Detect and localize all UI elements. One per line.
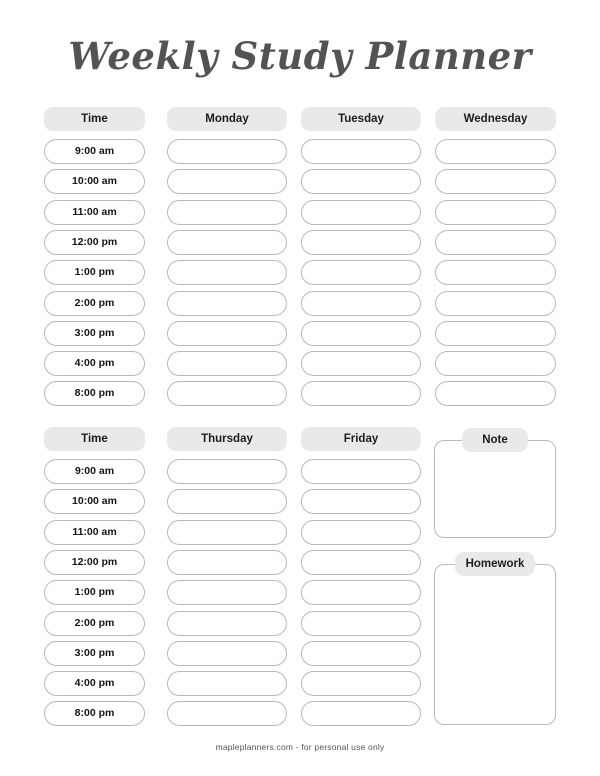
homework-box[interactable] — [434, 564, 556, 725]
entry-cell-tuesday[interactable] — [301, 381, 421, 406]
column-header-friday: Friday — [301, 427, 421, 451]
time-cell: 9:00 am — [44, 139, 145, 164]
entry-cell-tuesday[interactable] — [301, 200, 421, 225]
entry-cell-thursday[interactable] — [167, 489, 287, 514]
time-cell: 11:00 am — [44, 200, 145, 225]
entry-cell-wednesday[interactable] — [435, 291, 556, 316]
page-title: Weekly Study Planner — [68, 34, 532, 78]
entry-cell-wednesday[interactable] — [435, 260, 556, 285]
entry-cell-wednesday[interactable] — [435, 321, 556, 346]
entry-cell-friday[interactable] — [301, 580, 421, 605]
entry-cell-tuesday[interactable] — [301, 291, 421, 316]
entry-cell-monday[interactable] — [167, 169, 287, 194]
entry-cell-tuesday[interactable] — [301, 351, 421, 376]
entry-cell-friday[interactable] — [301, 489, 421, 514]
time-cell: 9:00 am — [44, 459, 145, 484]
time-cell: 10:00 am — [44, 169, 145, 194]
time-cell: 12:00 pm — [44, 550, 145, 575]
entry-cell-monday[interactable] — [167, 381, 287, 406]
entry-cell-thursday[interactable] — [167, 459, 287, 484]
entry-cell-wednesday[interactable] — [435, 200, 556, 225]
entry-cell-monday[interactable] — [167, 321, 287, 346]
entry-cell-friday[interactable] — [301, 611, 421, 636]
column-header-wednesday: Wednesday — [435, 107, 556, 131]
column-header-tuesday: Tuesday — [301, 107, 421, 131]
entry-cell-monday[interactable] — [167, 139, 287, 164]
entry-cell-wednesday[interactable] — [435, 139, 556, 164]
entry-cell-monday[interactable] — [167, 291, 287, 316]
entry-cell-monday[interactable] — [167, 260, 287, 285]
entry-cell-wednesday[interactable] — [435, 351, 556, 376]
time-cell: 4:00 pm — [44, 351, 145, 376]
entry-cell-thursday[interactable] — [167, 550, 287, 575]
entry-cell-monday[interactable] — [167, 230, 287, 255]
time-cell: 1:00 pm — [44, 260, 145, 285]
time-cell: 2:00 pm — [44, 611, 145, 636]
entry-cell-thursday[interactable] — [167, 520, 287, 545]
time-cell: 1:00 pm — [44, 580, 145, 605]
entry-cell-friday[interactable] — [301, 550, 421, 575]
note-box[interactable] — [434, 440, 556, 538]
footer-credit: mapleplanners.com - for personal use only — [215, 742, 385, 752]
entry-cell-monday[interactable] — [167, 200, 287, 225]
column-header-monday: Monday — [167, 107, 287, 131]
entry-cell-tuesday[interactable] — [301, 230, 421, 255]
entry-cell-friday[interactable] — [301, 641, 421, 666]
entry-cell-wednesday[interactable] — [435, 169, 556, 194]
time-cell: 2:00 pm — [44, 291, 145, 316]
time-cell: 3:00 pm — [44, 641, 145, 666]
time-cell: 3:00 pm — [44, 321, 145, 346]
entry-cell-friday[interactable] — [301, 701, 421, 726]
time-cell: 12:00 pm — [44, 230, 145, 255]
entry-cell-tuesday[interactable] — [301, 169, 421, 194]
entry-cell-thursday[interactable] — [167, 671, 287, 696]
entry-cell-thursday[interactable] — [167, 701, 287, 726]
column-header-time: Time — [44, 107, 145, 131]
entry-cell-friday[interactable] — [301, 459, 421, 484]
entry-cell-friday[interactable] — [301, 520, 421, 545]
entry-cell-wednesday[interactable] — [435, 381, 556, 406]
time-cell: 4:00 pm — [44, 671, 145, 696]
entry-cell-monday[interactable] — [167, 351, 287, 376]
note-label: Note — [462, 428, 528, 452]
time-cell: 11:00 am — [44, 520, 145, 545]
entry-cell-thursday[interactable] — [167, 580, 287, 605]
entry-cell-tuesday[interactable] — [301, 321, 421, 346]
column-header-time: Time — [44, 427, 145, 451]
column-header-thursday: Thursday — [167, 427, 287, 451]
entry-cell-thursday[interactable] — [167, 641, 287, 666]
entry-cell-wednesday[interactable] — [435, 230, 556, 255]
entry-cell-tuesday[interactable] — [301, 260, 421, 285]
entry-cell-friday[interactable] — [301, 671, 421, 696]
entry-cell-tuesday[interactable] — [301, 139, 421, 164]
entry-cell-thursday[interactable] — [167, 611, 287, 636]
time-cell: 8:00 pm — [44, 381, 145, 406]
time-cell: 8:00 pm — [44, 701, 145, 726]
homework-label: Homework — [455, 552, 535, 576]
time-cell: 10:00 am — [44, 489, 145, 514]
